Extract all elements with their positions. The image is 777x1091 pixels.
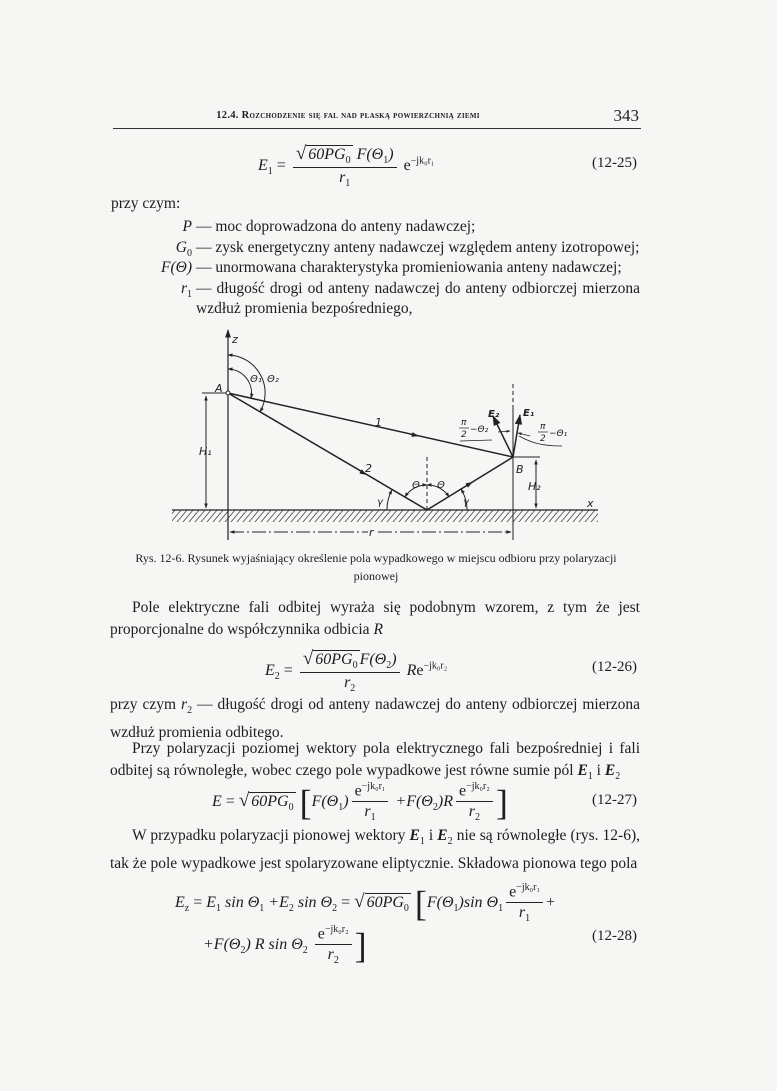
eq-sin2-sub: 2 [332,903,338,915]
paragraph-2 [110,694,640,744]
paragraph-2-text: — długość drogi od anteny nadawczej do anteny odbiorczej mierzona wzdłuż promienia odbitego. [110,696,641,742]
paragraph-2-sub: 2 [187,705,193,717]
figure-caption [110,549,642,585]
label-pi-right: π [540,422,546,432]
eq-den1-sub: 1 [370,812,376,824]
eq-fraction: $\frac{√ 60PG_0 F(\Theta_2)}{r_2}$ [300,648,400,694]
incident-ray [228,393,427,510]
label-pi-left: π [461,418,467,428]
eq-bracket-term1-sub: 1 [453,903,459,915]
eq-lhs: E [258,156,268,174]
eq-sin1-sub: 1 [259,903,265,915]
eq-radicand: 60PG [251,792,289,810]
eq-sin2: sin Θ [297,893,333,911]
eq-lhs: E [265,661,275,679]
eq-factor: R [406,661,417,679]
equation-12-26: $E_2$ = $\frac{√ 60PG_0 F(\Theta_2)}{r_2}$ $Re^{-jk_0r_2}$ [265,648,448,695]
eq-sin1: sin Θ [225,893,260,911]
eq-exponent: −jk₀r₂ [423,660,448,672]
equation-12-27: E = √ $60PG_0$ [$F(\Theta_1)$ $\frac{e^{-jk_0r_1}}{r_1}$ $+F(\Theta_2)R$ $\frac{e^{-jk_0r_2}}{r_2}$ ] [212,781,508,824]
e2-vector [493,416,513,457]
e2-sub: 2 [447,836,453,848]
paragraph-1 [110,597,640,641]
eq-exponent: −jk₀r₁ [410,155,435,167]
label-ray-1: 1 [375,416,382,429]
label-z: z [232,333,238,346]
label-theta-right: Θ [437,480,445,491]
label-e1: E₁ [523,408,535,419]
label-gamma-right: γ [463,497,469,508]
label-theta1: Θ₁ [250,374,262,385]
definition-symbol: P [182,218,192,235]
eq-term2-factor: R [443,792,453,810]
eq-func: F(Θ [356,146,384,163]
paragraph-3-text: Przy polaryzacji poziomej wektory pola elektrycznego fali bezpośredniej i fali odbitej są równoległe, wobec czego pole wypadkowe jest równe sumie pól [110,740,640,779]
eq-radicand-sub: 0 [403,903,409,915]
eq-part1: E [206,893,217,911]
label-h1: H₁ [199,445,212,458]
label-two-left: 2 [461,430,467,440]
definition-symbol: $G_0$ [175,238,192,259]
eq-fraction-1: $\frac{e^{-jk_0r_1}}{r_1}$ [506,882,543,925]
e1-symbol: E [577,762,588,779]
caption-line-1: Rys. 12-6. Rysunek wyjaśniający określenie pola wypadkowego w miejscu odbioru przy polaryzacji [135,551,617,565]
eq-line2-factor: ) R sin Θ [245,935,303,953]
gamma-left-arc [387,490,392,510]
paragraph-4-text-b: nie są równoległe (rys. 12-6), tak że pole wypadkowe jest spolaryzowane eliptycznie. Składowa pionowa tego pola [110,827,640,873]
label-h2: H₂ [528,480,541,493]
e2-symbol: E [437,827,448,844]
eq-radicand: 60PG [308,146,346,163]
eq-radicand-sub: 0 [288,802,294,814]
e1-sub: 1 [587,771,593,783]
e1-symbol: E [409,827,420,844]
paragraph-2-prefix: przy czym [110,696,177,713]
equation-12-28-line-2: $+F(\Theta_2)$ R $\sin \Theta_2$ $\frac{e^{-jk_0r_2}}{r_2}$ ] [203,924,367,967]
label-e2: E₂ [488,409,500,420]
section-title: 12.4. Rozchodzenie się fal nad płaską powierzchnią ziemi [216,110,480,121]
eq-term1-sub: 1 [338,802,344,814]
label-r: r [369,526,374,539]
eq-den2-sub: 2 [333,955,339,967]
eq-radicand: 60PG [315,651,353,668]
eq-denominator: r [339,169,346,187]
eq-denominator: r [344,674,351,692]
equation-12-28-line-1: $E_z = E_1$ $\sin \Theta_1 +E_2$ $\sin \Theta_2$ = √ $60PG_0$ [$F(\Theta_1)\sin$ $\Theta_1$ $\frac{e^{-jk_0r_1}}{r_1}$ + [175,882,555,925]
caption-line-2: pionowej [353,569,399,583]
label-b: B [516,463,524,476]
label-two-right: 2 [540,434,546,444]
eq-den1: r [364,803,371,821]
paragraph-4 [110,825,640,875]
eq-lhs: E [212,792,222,810]
eq-denominator-sub: 2 [350,683,356,695]
eq-lhs-sub: 2 [274,671,280,683]
eq-exp1: −jk₀r₁ [516,882,540,893]
eq-radicand: 60PG [366,893,404,911]
definition-symbol: F(Θ) [161,259,192,276]
paragraph-2-symbol: r [181,696,188,713]
definition-text: — zysk energetyczny anteny nadawczej względem anteny izotropowej; [196,238,640,256]
eq-den2-sub: 2 [475,812,480,824]
reflection-coefficient-symbol: R [373,621,383,638]
eq-fraction-2: $\frac{e^{-jk_0r_2}}{r_2}$ [456,781,493,824]
eq-den1-sub: 1 [525,913,531,925]
label-x: x [587,497,594,510]
leader-left [460,440,492,441]
equation-number-12-28: (12-28) [592,928,637,944]
label-ray-2: 2 [365,462,372,475]
eq-exp2: −jk₀r₂ [466,781,490,792]
definition-text: — unormowana charakterystyka promieniowania anteny nadawczej; [196,259,622,276]
eq-fraction: $\frac{√ 60PG_0 F(\Theta_1)}{r_1}$ [293,143,397,189]
eq-bracket-term1: F(Θ [426,893,454,911]
eq-exp1: −jk₀r₁ [361,781,386,792]
eq-bracket-sin1: )sin Θ [458,893,499,911]
eq-den2: r [468,803,475,821]
eq-line2-term: +F(Θ [203,935,241,953]
eq-func-sub: 1 [383,155,389,167]
label-theta-left: Θ [412,480,420,491]
eq-func: F(Θ [359,651,387,668]
eq-term2-sub: 2 [432,802,438,814]
conjunction: i [596,762,601,779]
eq-den1: r [518,904,526,922]
e1-sub: 1 [419,836,425,848]
eq-part2-sub: 2 [288,903,294,915]
label-minus-theta2: −Θ₂ [470,425,489,435]
eq-exp2: −jk₀r₂ [324,924,349,935]
label-theta2: Θ₂ [267,374,279,385]
transmitter-point [226,391,230,395]
label-minus-theta1: −Θ₁ [549,429,568,439]
equation-number-12-25: (12-25) [592,155,637,171]
eq-part2: +E [268,893,289,911]
equation-number-12-26: (12-26) [592,659,637,675]
definitions-intro: przy czym: [111,195,181,212]
eq-lhs-sub: z [184,903,190,915]
definition-text: — moc doprowadzona do anteny nadawczej; [196,218,476,235]
eq-den2: r [327,946,334,964]
label-a: A [215,382,223,395]
label-gamma-left: γ [377,497,383,508]
eq-lhs-sub: 1 [267,166,273,178]
eq-lhs: E [175,893,185,911]
eq-func-sub: 2 [386,660,392,672]
eq-part1-sub: 1 [216,903,222,915]
paragraph-1-text: Pole elektryczne fali odbitej wyraża się podobnym wzorem, z tym że jest proporcjonalne do współczynnika odbicia [110,599,640,638]
eq-radicand-sub: 0 [345,155,351,167]
eq-fraction-2: $\frac{e^{-jk_0r_2}}{r_2}$ [315,924,352,967]
eq-radicand-sub: 0 [352,660,358,672]
reflected-ray-arrow [466,482,472,486]
e1-vector [513,415,520,457]
eq-bracket-sin1-sub: 1 [498,903,504,915]
conjunction: i [428,827,434,844]
eq-term2: +F(Θ [395,792,433,810]
equation-12-25: $E_1$ = $\frac{√ 60PG_0 F(\Theta_1)}{r_1}$ $e^{-jk_0r_1}$ [258,143,435,190]
page-number: 343 [613,106,639,125]
definition-symbol: $r_1$ [180,279,192,300]
angle-mark-e1 [518,433,530,436]
definition-text: — długość drogi od anteny nadawczej do anteny odbiorczej mierzona [196,279,640,297]
e2-symbol: E [604,762,616,779]
ground-hatching [172,510,598,522]
eq-term1: F(Θ [311,792,339,810]
definition-continuation-text: wzdłuż promienia bezpośredniego, [196,300,413,317]
eq-fraction-1: $\frac{e^{-jk_0r_1}}{r_1}$ [352,781,389,824]
eq-line2-factor-sub: 2 [302,945,308,957]
eq-denominator-sub: 1 [345,178,351,190]
e2-sub: 2 [615,771,621,783]
paragraph-4-text-a: W przypadku polaryzacji pionowej wektory [132,827,406,844]
eq-line2-term-sub: 2 [240,945,246,957]
equation-number-12-27: (12-27) [592,792,637,808]
